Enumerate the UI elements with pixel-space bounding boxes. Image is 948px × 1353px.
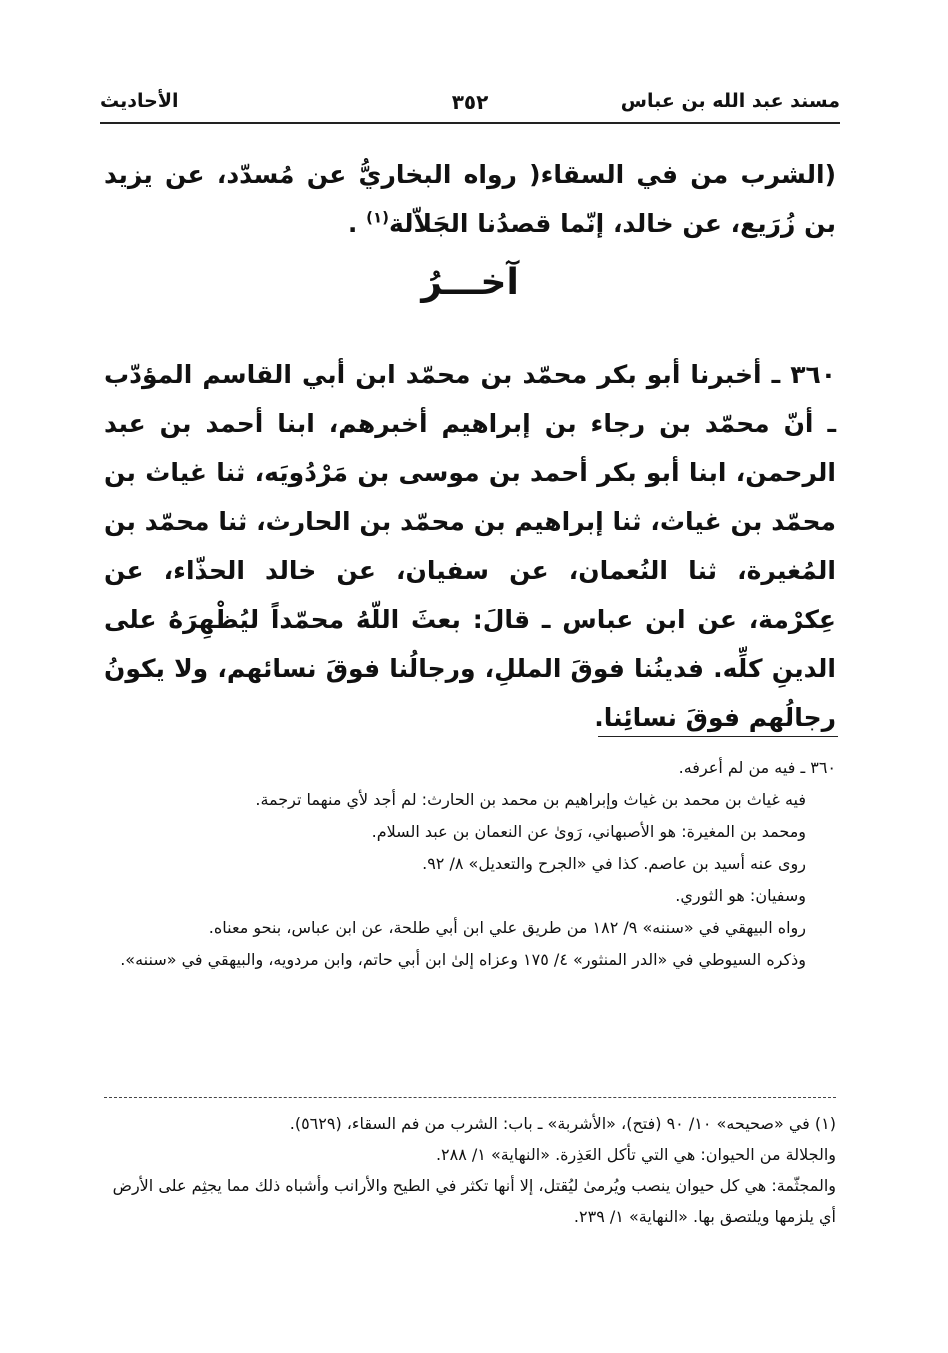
page-header [100, 86, 840, 122]
continuation-paragraph [104, 150, 836, 248]
header-divider [100, 122, 840, 124]
note-line: ومحمد بن المغيرة: هو الأصبهاني، رَوىٰ عن النعمان بن عبد السلام. [371, 822, 806, 841]
continuation-text: (الشرب من في السقاء( رواه البخاريُّ عن مُسدّد، عن يزيد بن زُرَيع، عن خالد، إنّما قصدُنا الجَلاّلة [104, 160, 836, 238]
note-line: رواه البيهقي في «سننه» ٩/ ١٨٢ من طريق علي ابن أبي طلحة، عن ابن عباس، بنحو معناه. [208, 918, 806, 937]
footnote-marker: (١) [366, 208, 389, 227]
commentary-notes [104, 752, 836, 976]
footnotes [104, 1108, 836, 1232]
note-line: وذكره السيوطي في «الدر المنثور» ٤/ ١٧٥ وعزاه إلىٰ ابن أبي حاتم، وابن مردويه، والبيهقي في «سننه». [120, 950, 806, 969]
notes-divider [598, 736, 838, 737]
page-number: ٣٥٢ [451, 90, 489, 114]
footnotes-divider [104, 1097, 836, 1098]
note-line: وسفيان: هو الثوري. [675, 886, 806, 905]
running-title: مسند عبد الله بن عباس [620, 90, 840, 112]
section-title: آخـــرُ [421, 262, 519, 303]
footnote-line: (١) في «صحيحه» ١٠/ ٩٠ (فتح)، «الأشربة» ـ باب: الشرب من فم السقاء، (٥٦٢٩). [289, 1114, 836, 1133]
footnote-line: والمجثّمة: هي كل حيوان ينصب ويُرمىٰ ليُقتل، إلا أنها تكثر في الطيح والأرانب وأشباه ذلك مما يجثِم على الأرض أي يلزمها ويلتصق بها. «النهاية» ١/ ٢٣٩. [112, 1176, 836, 1226]
footnote-line: والجلالة من الحيوان: هي التي تأكل العَذِرة. «النهاية» ١/ ٢٨٨. [435, 1145, 836, 1164]
note-line: فيه غياث بن محمد بن غياث وإبراهيم بن محمد بن الحارث: لم أجد لأي منهما ترجمة. [255, 790, 806, 809]
continuation-end: . [347, 209, 358, 238]
note-line: روى عنه أسيد بن عاصم. كذا في «الجرح والتعديل» ٨/ ٩٢. [422, 854, 806, 873]
note-line: ٣٦٠ ـ فيه من لم أعرفه. [678, 758, 836, 777]
hadith-paragraph: ٣٦٠ ـ أخبرنا أبو بكر محمّد بن محمّد ابن أبي القاسم المؤدّب ـ أنّ محمّد بن رجاء بن إبراهيم أخبرهم، ابنا أحمد بن عبد الرحمن، ابنا أبو بكر أحمد بن موسى بن مَرْدُويَه، ثنا غياث بن محمّد بن غياث، ثنا إبراهيم بن محمّد بن الحارث، ثنا محمّد بن المُغيرة، ثنا النُعمان، عن سفيان، عن خالد الحذّاء، عن عِكرْمة، عن ابن عباس ـ قالَ: بعثَ اللّهُ محمّداً ليُظْهِرَهُ على الدينِ كلِّه. فدينُنا فوقَ المللِ، ورجالُنا فوقَ نسائهم، ولا يكونُ رجالُهم فوقَ نسائِنا. [104, 360, 836, 732]
section-running-title: الأحاديث [100, 90, 179, 112]
